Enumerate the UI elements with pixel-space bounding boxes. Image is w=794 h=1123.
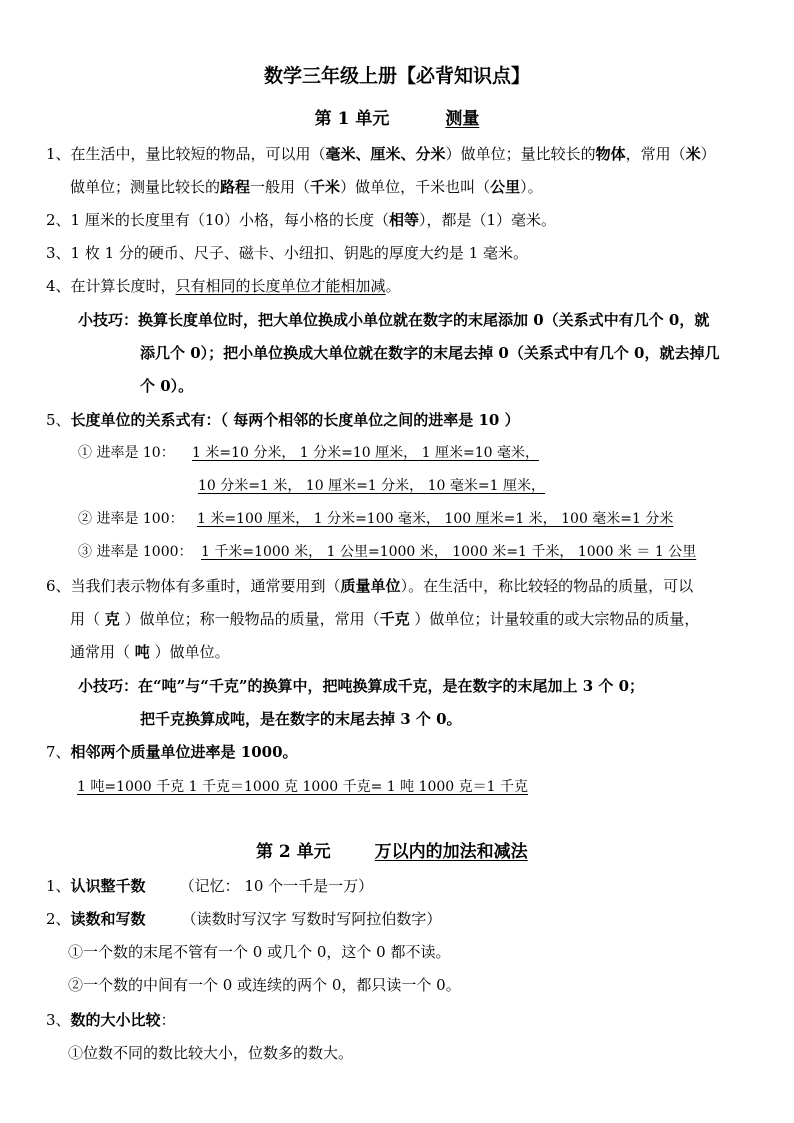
unit1-item-1-line-2: [70, 177, 543, 197]
text: ）。: [520, 178, 543, 196]
unit1-item-6-line-1: [46, 576, 693, 596]
unit2-item-1: [46, 876, 373, 896]
text: ）。在生活中，称比较轻的物品的质量，可以: [400, 577, 694, 595]
unit1-tip-1-line-3: 个 0）。: [140, 377, 194, 395]
text-bold: 米: [685, 145, 701, 163]
rate-10-label: ① 进率是 10：: [78, 445, 175, 461]
mass-relations-line: 1 吨=1000 千克 1 千克＝1000 克 1000 千克= 1 吨 1000 克＝1 千克: [77, 779, 529, 795]
unit2-heading-name: 万以内的加法和减法: [374, 842, 528, 862]
unit1-heading-name: 测量: [445, 109, 480, 129]
unit2-item-2-sub-2: ②一个数的中间有一个 0 或连续的两个 0，都只读一个 0。: [68, 976, 461, 994]
text-bold: 质量单位: [340, 577, 401, 595]
text: ）做单位；量比较长的: [445, 145, 596, 163]
unit2-heading: [256, 842, 528, 862]
unit1-tip-2-line-2: 把千克换算成吨，是在数字的末尾去掉 3 个 0。: [140, 710, 462, 728]
text-bold: 相邻两个质量单位进率是 1000。: [70, 743, 298, 761]
unit1-item-7: [46, 742, 298, 762]
unit1-item-2: [46, 210, 556, 230]
text-bold: 毫米、厘米、分米: [325, 145, 446, 163]
text: 4、在计算长度时，: [46, 277, 176, 295]
text: 1、: [46, 877, 71, 895]
rate-10-line-1: 1 米=10 分米， 1 分米=10 厘米， 1 厘米=10 毫米，: [192, 445, 539, 461]
unit2-item-3: [46, 1010, 176, 1030]
text-bold: 路程: [220, 178, 251, 196]
text: 3、: [46, 1011, 71, 1029]
text: 用（: [70, 610, 105, 628]
rate-100-label: ② 进率是 100：: [78, 511, 184, 527]
unit1-item-4: [46, 276, 401, 296]
text: 1、在生活中，量比较短的物品，可以用（: [46, 145, 326, 163]
text: ）做单位。: [149, 643, 230, 661]
unit1-tip-1-line-2: 添几个 0）；把小单位换成大单位就在数字的末尾去掉 0（关系式中有几个 0，就去掉几: [140, 344, 720, 362]
unit2-heading-number: 第 2 单元: [256, 842, 331, 862]
text: （记忆： 10 个一千是一万）: [179, 877, 374, 895]
text-bold: 认识整千数: [70, 877, 146, 895]
text-bold: 相等: [388, 211, 419, 229]
rate-1000-line: 1 千米=1000 米， 1 公里=1000 米， 1000 米=1 千米， 1000 米 ＝ 1 公里: [201, 544, 697, 560]
text: 。: [385, 277, 401, 295]
text-bold: 吨: [134, 643, 150, 661]
text-bold: 读数和写数: [70, 910, 146, 928]
unit1-heading: [0, 109, 794, 129]
unit1-item-1-line-1: [46, 144, 716, 164]
text-underlined: 只有相同的长度单位才能相加减: [175, 277, 386, 295]
text: ，常用（: [625, 145, 686, 163]
text: ）: [700, 145, 716, 163]
unit1-item-6-line-2: [70, 609, 699, 629]
text: 2、1 厘米的长度里有（10）小格，每小格的长度（: [46, 211, 389, 229]
text-bold: 千米: [310, 178, 341, 196]
rate-100-line: 1 米=100 厘米， 1 分米=100 毫米， 100 厘米=1 米， 100 毫米=1 分米: [197, 511, 674, 527]
text-bold: 千克: [379, 610, 410, 628]
unit1-tip-1-line-1: 小技巧：换算长度单位时，把大单位换成小单位就在数字的末尾添加 0（关系式中有几个 0，就: [78, 311, 710, 329]
unit2-item-2-sub-1: ①一个数的末尾不管有一个 0 或几个 0，这个 0 都不读。: [68, 943, 451, 961]
page-title: 数学三年级上册【必背知识点】: [263, 65, 530, 87]
rate-1000-label: ③ 进率是 1000：: [78, 544, 193, 560]
text-bold: 物体: [595, 145, 626, 163]
unit1-heading-number: 第 1 单元: [314, 109, 390, 129]
text: ）做单位，千米也叫（: [340, 178, 491, 196]
text-bold: 数的大小比较: [70, 1011, 161, 1029]
rate-10-line-2: 10 分米=1 米， 10 厘米=1 分米， 10 毫米=1 厘米，: [198, 478, 545, 494]
text: ）做单位；称一般物品的质量，常用（: [119, 610, 380, 628]
unit1-item-5: [46, 410, 520, 430]
text: 7、: [46, 743, 71, 761]
text: ：: [160, 1011, 176, 1029]
text: ），都是（1）毫米。: [418, 211, 557, 229]
text: 做单位；测量比较长的: [70, 178, 221, 196]
text: （读数时写汉字 写数时写阿拉伯数字）: [181, 910, 442, 928]
text-bold: 克: [104, 610, 120, 628]
text: 2、: [46, 910, 71, 928]
unit2-item-3-sub-1: ①位数不同的数比较大小，位数多的数大。: [68, 1044, 354, 1062]
text-bold: 长度单位的关系式有：（ 每两个相邻的长度单位之间的进率是 10 ）: [70, 411, 520, 429]
text: ）做单位；计量较重的或大宗物品的质量，: [409, 610, 700, 628]
unit1-item-6-line-3: [70, 642, 230, 662]
text-bold: 公里: [490, 178, 521, 196]
unit1-item-3: 3、1 枚 1 分的硬币、尺子、磁卡、小纽扣、钥匙的厚度大约是 1 毫米。: [46, 244, 529, 262]
text: 一般用（: [250, 178, 311, 196]
text: 5、: [46, 411, 71, 429]
unit2-item-2: [46, 909, 441, 929]
unit1-tip-2-line-1: 小技巧：在“吨”与“千克”的换算中，把吨换算成千克，是在数字的末尾加上 3 个 0；: [78, 677, 645, 695]
text: 通常用（: [70, 643, 135, 661]
text: 6、当我们表示物体有多重时，通常要用到（: [46, 577, 341, 595]
